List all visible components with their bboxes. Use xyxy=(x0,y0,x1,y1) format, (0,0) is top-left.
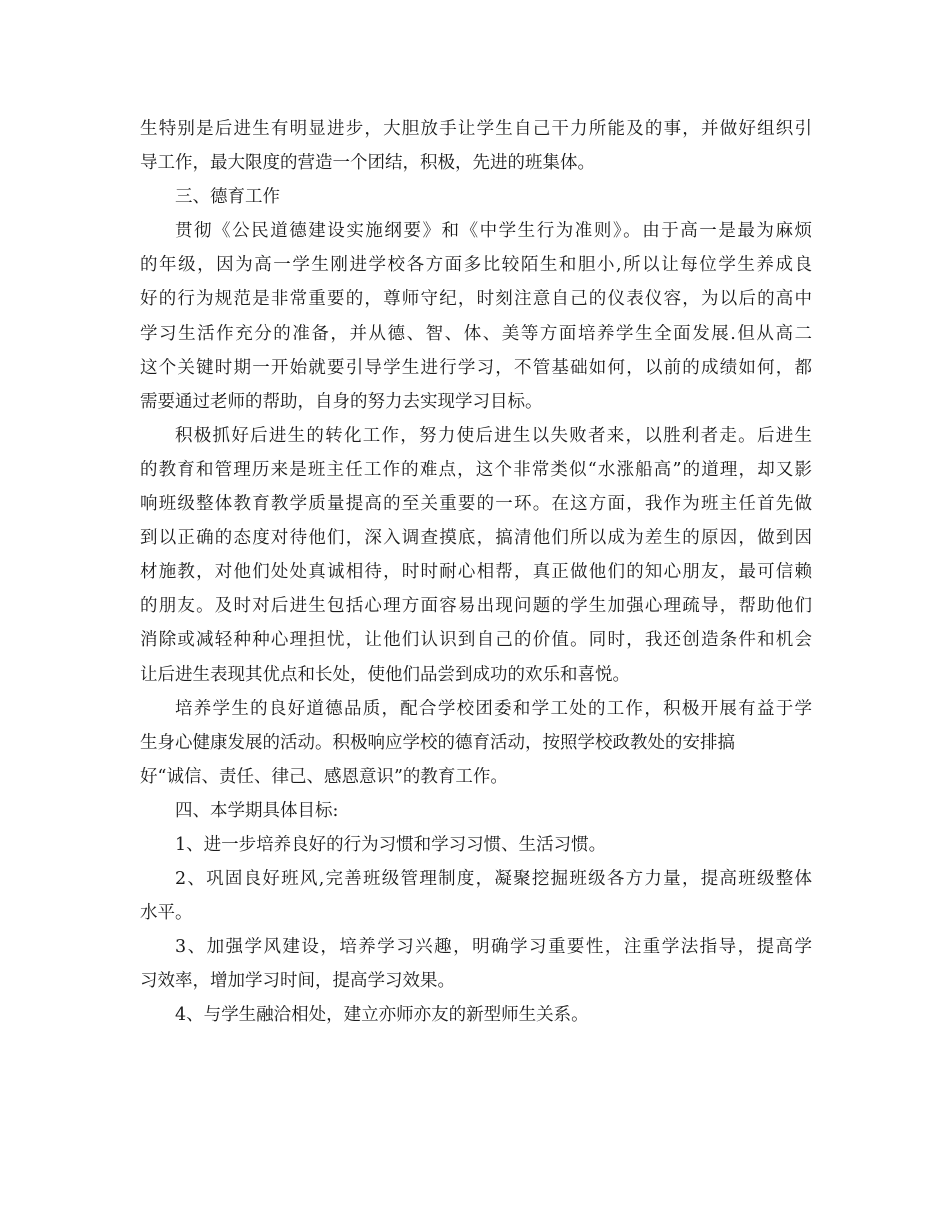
paragraph-struggling-students xyxy=(140,419,812,692)
paragraph-continuation xyxy=(140,112,812,180)
text-line: 需要通过老师的帮助，自身的努力去实现学习目标。 xyxy=(140,391,543,412)
text-line: 到以正确的态度对待他们，深入调查摸底，搞清他们所以成为差生的原因，做到因 xyxy=(140,528,812,549)
text-line: 生身心健康发展的活动。积极响应学校的德育活动，按照学校政教处的安排搞 xyxy=(140,732,735,753)
text-line: 习效率，增加学习时间，提高学习效果。 xyxy=(140,971,455,992)
document-page xyxy=(140,112,812,1033)
goal-item-3 xyxy=(140,930,812,998)
text-line: 好“诚信、责任、律己、感恩意识”的教育工作。 xyxy=(140,766,508,787)
paragraph-moral-quality xyxy=(140,692,812,794)
text-line: 好的行为规范是非常重要的，尊师守纪，时刻注意自己的仪表仪容，为以后的高中 xyxy=(140,289,812,310)
goal-item-4 xyxy=(140,998,812,1032)
text-line: 消除或减轻种种心理担忧，让他们认识到自己的价值。同时，我还创造条件和机会 xyxy=(140,630,812,651)
text-line: 导工作，最大限度的营造一个团结，积极，先进的班集体。 xyxy=(140,153,595,174)
text-line: 的年级，因为高一学生刚进学校各方面多比较陌生和胆小,所以让每位学生养成良 xyxy=(140,255,812,276)
section-heading-semester-goals xyxy=(140,794,812,828)
text-line: 这个关键时期一开始就要引导学生进行学习，不管基础如何，以前的成绩如何，都 xyxy=(140,357,812,378)
text-line: 材施教，对他们处处真诚相待，时时耐心相帮，真正做他们的知心朋友，最可信赖 xyxy=(140,562,812,583)
text-line: 1、进一步培养良好的行为习惯和学习习惯、生活习惯。 xyxy=(175,834,607,855)
goal-item-2 xyxy=(140,862,812,930)
text-line: 水平。 xyxy=(140,903,193,924)
text-line: 培养学生的良好道德品质，配合学校团委和学工处的工作，积极开展有益于学 xyxy=(175,698,812,719)
text-line: 让后进生表现其优点和长处，使他们品尝到成功的欢乐和喜悦。 xyxy=(140,664,630,685)
text-line: 4、与学生融洽相处，建立亦师亦友的新型师生关系。 xyxy=(175,1005,589,1026)
text-line: 贯彻《公民道德建设实施纲要》和《中学生行为准则》。由于高一是最为麻烦 xyxy=(175,221,812,242)
paragraph-implement-guidelines xyxy=(140,214,812,419)
text-line: 学习生活作充分的准备，并从德、智、体、美等方面培养学生全面发展.但从高二 xyxy=(140,323,812,344)
text-line: 积极抓好后进生的转化工作，努力使后进生以失败者来，以胜利者走。后进生 xyxy=(175,425,812,446)
text-line: 3、加强学风建设，培养学习兴趣，明确学习重要性，注重学法指导，提高学 xyxy=(175,937,812,958)
text-line: 的朋友。及时对后进生包括心理方面容易出现问题的学生加强心理疏导，帮助他们 xyxy=(140,596,812,617)
heading-text: 四、本学期具体目标: xyxy=(175,800,339,821)
text-line: 的教育和管理历来是班主任工作的难点，这个非常类似“水涨船高”的道理，却又影 xyxy=(140,459,812,480)
text-line: 生特别是后进生有明显进步，大胆放手让学生自己干力所能及的事，并做好组织引 xyxy=(140,119,812,139)
section-heading-moral-education xyxy=(140,180,812,214)
text-line: 2、巩固良好班风,完善班级管理制度，凝聚挖掘班级各方力量，提高班级整体 xyxy=(175,869,812,890)
heading-text: 三、德育工作 xyxy=(175,187,280,208)
text-line: 响班级整体教育教学质量提高的至关重要的一环。在这方面，我作为班主任首先做 xyxy=(140,494,812,515)
goal-item-1 xyxy=(140,828,812,862)
